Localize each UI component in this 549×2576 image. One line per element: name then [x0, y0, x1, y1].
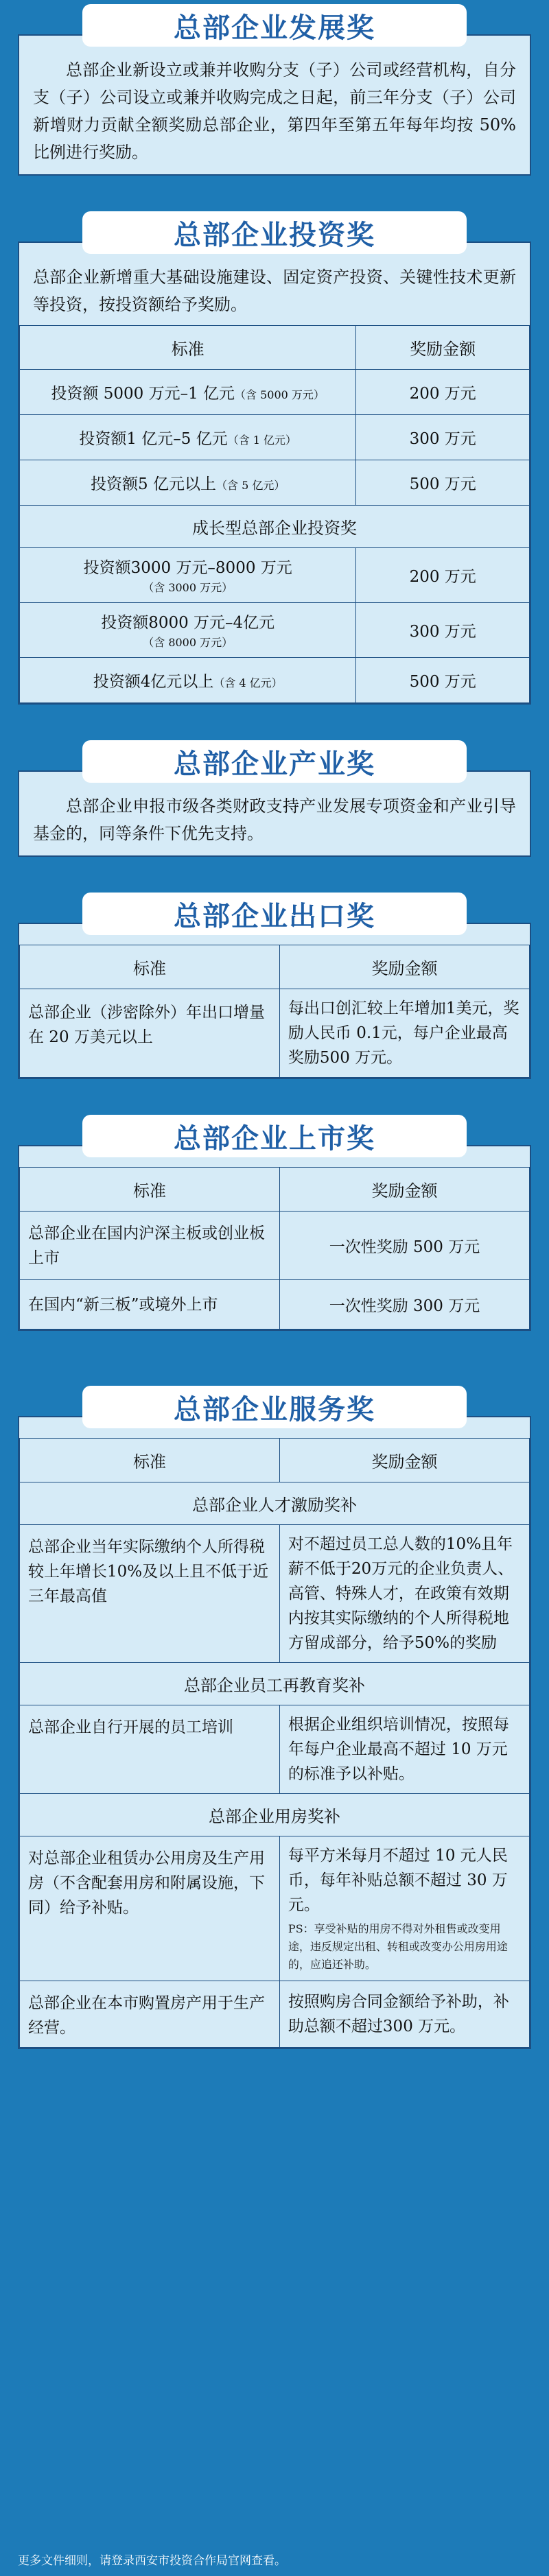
section-banner [82, 211, 467, 254]
amount-cell: 每出口创汇较上年增加1美元，奖励人民币 0.1元，每户企业最高奖励500 万元。 [279, 989, 529, 1078]
amount-cell: 一次性奖励 500 万元 [279, 1212, 529, 1280]
amount-cell: 500 万元 [356, 460, 530, 506]
header-amount: 奖励金额 [279, 945, 529, 989]
section-text: 总部企业新增重大基础设施建设、固定资产投资、关键性技术更新等投资，按投资额给予奖励。 [33, 268, 516, 314]
export-table [19, 945, 530, 1078]
table-row [20, 1212, 530, 1280]
section-banner [82, 1386, 467, 1428]
standard-note: （含 5000 万元） [235, 388, 325, 401]
amount-cell: 200 万元 [356, 370, 530, 415]
header-standard: 标准 [20, 1168, 280, 1212]
header-amount: 奖励金额 [279, 1168, 529, 1212]
standard-note: （含 4 亿元） [213, 676, 283, 689]
section-panel [18, 34, 531, 176]
table-row [20, 1836, 530, 1981]
section-panel [18, 241, 531, 705]
header-standard: 标准 [20, 1439, 280, 1482]
table-row [20, 460, 530, 506]
standard-cell: 在国内“新三板”或境外上市 [20, 1280, 280, 1330]
standard-note: （含 8000 万元） [143, 636, 233, 649]
section-development [18, 4, 531, 176]
amount-note: PS：享受补贴的用房不得对外租售或改变用途，违反规定出租、转租或改变办公用房用途的，应追还补助。 [288, 1922, 508, 1971]
section-investment [18, 211, 531, 705]
header-amount: 奖励金额 [279, 1439, 529, 1482]
table-row [20, 370, 530, 415]
amount-cell: 200 万元 [356, 548, 530, 603]
table-row [20, 658, 530, 703]
training-subtitle: 总部企业员工再教育奖补 [20, 1663, 530, 1705]
section-listing [18, 1115, 531, 1331]
amount-cell: 300 万元 [356, 415, 530, 460]
footer-note: 更多文件细则，请登录西安市投资合作局官网查看。 [18, 2554, 286, 2568]
amount-cell: 对不超过员工总人数的10%且年薪不低于20万元的企业负责人、高管、特殊人才，在政策有效期内按其实际缴纳的个人所得税地方留成部分，给予50%的奖励 [279, 1525, 529, 1663]
amount-cell: 每平方米每月不超过 10 元人民币，每年补贴总额不超过 30 万元。 [288, 1847, 508, 1914]
standard-cell: 对总部企业租赁办公用房及生产用房（不含配套用房和附属设施，下同）给予补贴。 [20, 1836, 280, 1981]
investment-table [19, 325, 530, 703]
standard-cell: 总部企业在国内沪深主板或创业板上市 [20, 1212, 280, 1280]
section-title: 总部企业上市奖 [174, 1122, 375, 1155]
standard-note: （含 3000 万元） [143, 581, 233, 594]
section-title: 总部企业服务奖 [174, 1393, 375, 1426]
growth-subtitle: 成长型总部企业投资奖 [20, 506, 530, 548]
section-export [18, 893, 531, 1079]
header-amount: 奖励金额 [356, 326, 530, 370]
standard-cell: 投资额 5000 万元–1 亿元 [51, 385, 235, 403]
service-table [19, 1438, 530, 2048]
section-banner [82, 4, 467, 47]
amount-cell: 一次性奖励 300 万元 [279, 1280, 529, 1330]
standard-cell: 总部企业自行开展的员工培训 [20, 1705, 280, 1794]
section-title: 总部企业产业奖 [174, 748, 375, 780]
section-banner [82, 893, 467, 935]
section-service [18, 1386, 531, 2049]
section-text: 总部企业新设立或兼并收购分支（子）公司或经营机构，自分支（子）公司设立或兼并收购完成之日起，前三年分支（子）公司新增财力贡献全额奖励总部企业，第四年至第五年每年均按 50%比例进行奖励。 [33, 60, 516, 162]
table-row [20, 989, 530, 1078]
standard-note: （含 1 亿元） [227, 434, 297, 447]
standard-cell: 总部企业在本市购置房产用于生产经营。 [20, 1981, 280, 2048]
table-row [20, 603, 530, 658]
section-industry [18, 740, 531, 857]
section-title: 总部企业出口奖 [174, 900, 375, 932]
amount-cell: 300 万元 [356, 603, 530, 658]
standard-cell: 总部企业当年实际缴纳个人所得税较上年增长10%及以上且不低于近三年最高值 [20, 1525, 280, 1663]
header-standard: 标准 [20, 945, 280, 989]
header-standard: 标准 [20, 326, 356, 370]
talent-subtitle: 总部企业人才激励奖补 [20, 1482, 530, 1525]
section-banner [82, 1115, 467, 1157]
section-panel [18, 770, 531, 857]
section-panel [18, 1416, 531, 2049]
amount-cell: 按照购房合同金额给予补助，补助总额不超过300 万元。 [279, 1981, 529, 2048]
housing-subtitle: 总部企业用房奖补 [20, 1794, 530, 1836]
standard-cell: 投资额3000 万元–8000 万元 [83, 559, 292, 577]
table-row [20, 1280, 530, 1330]
standard-cell: 投资额8000 万元–4亿元 [101, 614, 275, 632]
standard-cell: 投资额5 亿元以上 [91, 475, 216, 493]
standard-cell: 投资额1 亿元–5 亿元 [79, 430, 228, 448]
section-title: 总部企业投资奖 [174, 219, 375, 251]
table-row [20, 1981, 530, 2048]
amount-cell: 500 万元 [356, 658, 530, 703]
section-panel [18, 1145, 531, 1331]
section-panel [18, 923, 531, 1079]
table-row [20, 1705, 530, 1794]
standard-note: （含 5 亿元） [215, 479, 285, 492]
standard-cell: 总部企业（涉密除外）年出口增量在 20 万美元以上 [20, 989, 280, 1078]
section-title: 总部企业发展奖 [174, 12, 375, 44]
table-row [20, 1525, 530, 1663]
listing-table [19, 1167, 530, 1330]
amount-cell: 根据企业组织培训情况，按照每年每户企业最高不超过 10 万元的标准予以补贴。 [279, 1705, 529, 1794]
section-banner [82, 740, 467, 783]
standard-cell: 投资额4亿元以上 [93, 673, 214, 691]
table-row [20, 415, 530, 460]
table-row [20, 548, 530, 603]
section-text: 总部企业申报市级各类财政支持产业发展专项资金和产业引导基金的，同等条件下优先支持。 [33, 796, 516, 843]
